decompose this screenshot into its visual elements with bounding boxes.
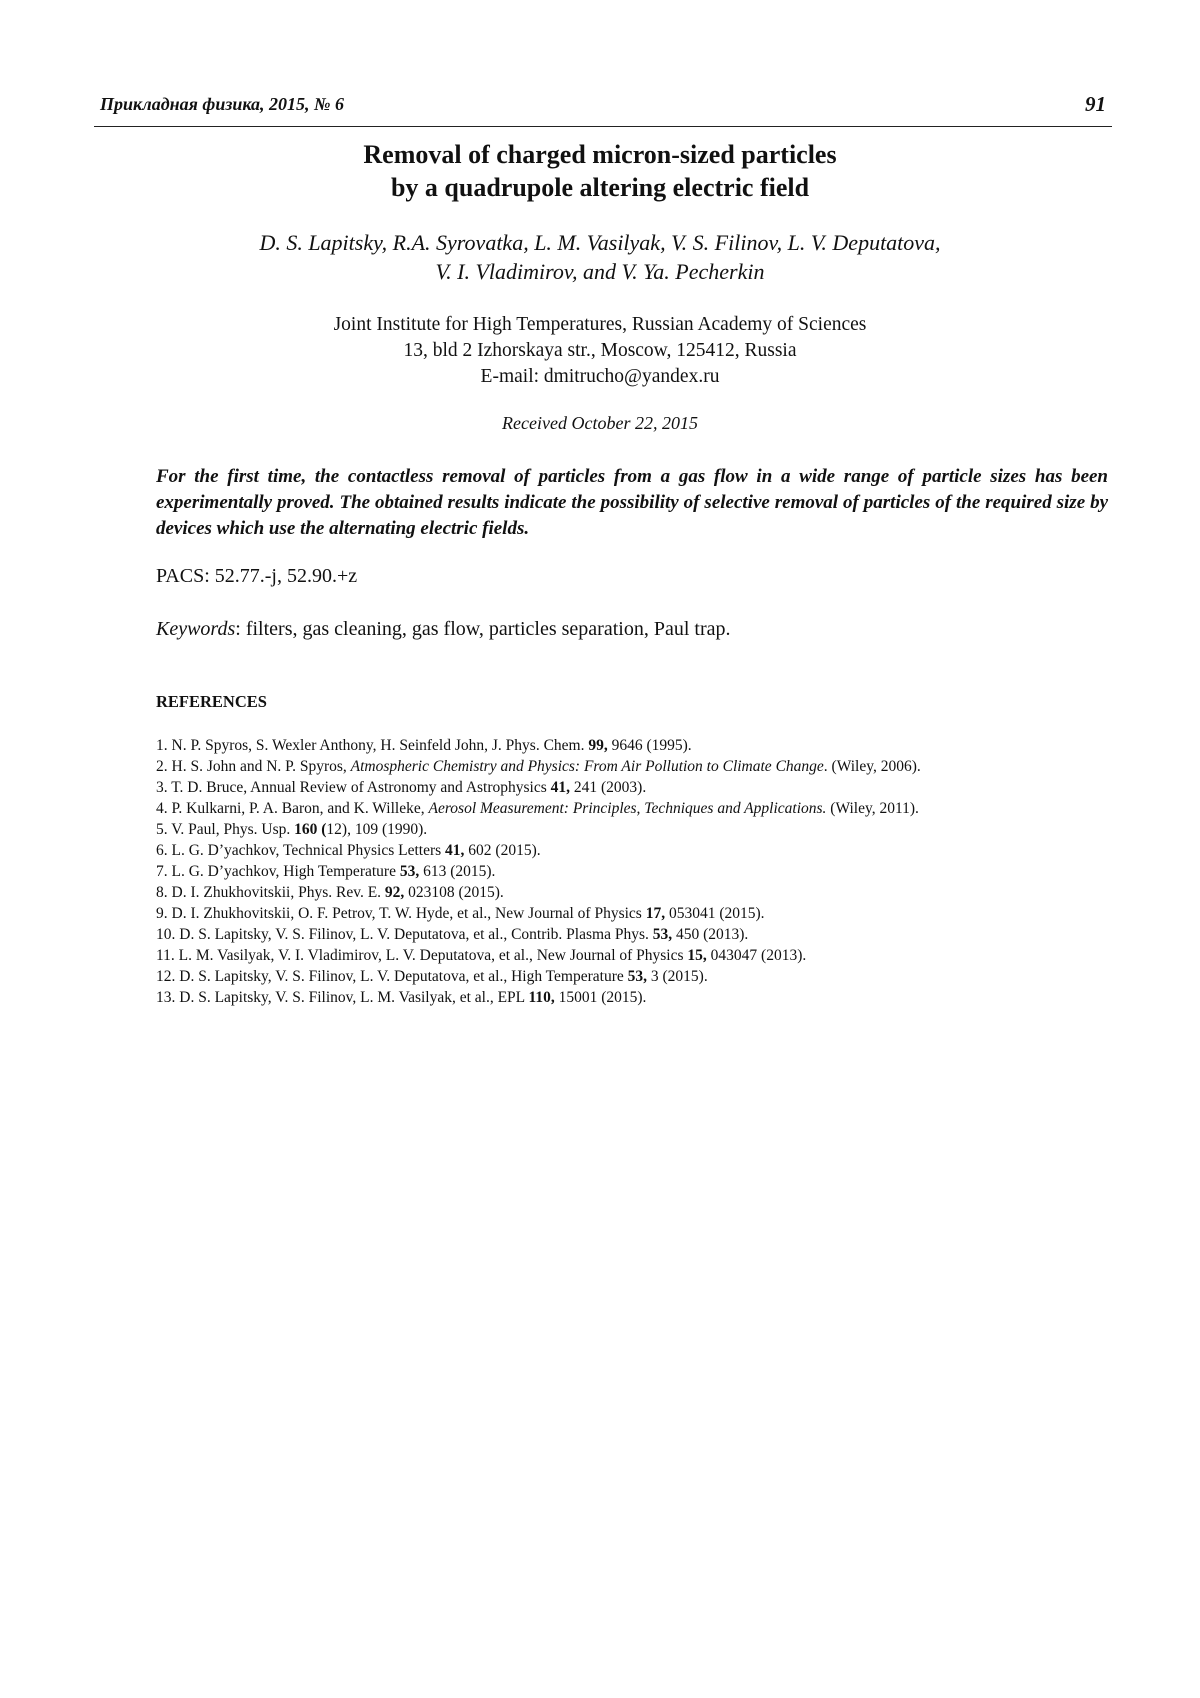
reference-item bbox=[156, 966, 1116, 987]
reference-post: 15001 (2015). bbox=[554, 989, 647, 1006]
reference-item bbox=[156, 798, 1116, 819]
reference-post: 602 (2015). bbox=[464, 842, 541, 859]
reference-item bbox=[156, 924, 1116, 945]
reference-item bbox=[156, 756, 1116, 777]
reference-pre: 3. T. D. Bruce, Annual Review of Astronomy and Astrophysics bbox=[156, 779, 551, 796]
journal-name: Прикладная физика, 2015, № 6 bbox=[100, 94, 345, 114]
reference-vol: 41, bbox=[445, 842, 465, 859]
reference-pre: 2. H. S. John and N. P. Spyros, bbox=[156, 758, 351, 775]
reference-post: 9646 (1995). bbox=[607, 737, 692, 754]
pacs-codes: PACS: 52.77.-j, 52.90.+z bbox=[156, 565, 358, 587]
reference-vol: 92, bbox=[384, 884, 405, 901]
references-heading: REFERENCES bbox=[156, 692, 267, 711]
running-head bbox=[94, 92, 1112, 127]
reference-post: 12), 109 (1990). bbox=[326, 821, 428, 838]
title-line-2: by a quadrupole altering electric field bbox=[390, 173, 810, 202]
reference-item bbox=[156, 819, 1116, 840]
reference-item bbox=[156, 777, 1116, 798]
reference-list bbox=[156, 735, 1116, 1008]
page-number: 91 bbox=[1085, 92, 1106, 116]
reference-item bbox=[156, 882, 1116, 903]
affiliation bbox=[0, 312, 1200, 390]
reference-post: 023108 (2015). bbox=[404, 884, 504, 901]
reference-post: 3 (2015). bbox=[647, 968, 708, 985]
keywords-label: Keywords bbox=[156, 618, 236, 640]
reference-ital: Aerosol Measurement: Principles, Techniques and Applications. bbox=[428, 800, 827, 817]
reference-pre: 5. V. Paul, Phys. Usp. bbox=[156, 821, 295, 838]
reference-pre: 9. D. I. Zhukhovitskii, O. F. Petrov, T. W. Hyde, et al., New Journal of Physics bbox=[156, 905, 646, 922]
author-list bbox=[0, 228, 1200, 286]
reference-item bbox=[156, 945, 1116, 966]
reference-post: 450 (2013). bbox=[672, 926, 749, 943]
reference-post: (Wiley, 2011). bbox=[826, 800, 919, 817]
reference-vol: 99, bbox=[588, 737, 608, 754]
received-date: Received October 22, 2015 bbox=[502, 413, 698, 433]
title-line-1: Removal of charged micron-sized particles bbox=[363, 140, 837, 169]
reference-pre: 13. D. S. Lapitsky, V. S. Filinov, L. M. Vasilyak, et al., EPL bbox=[156, 989, 529, 1006]
affiliation-line-1: Joint Institute for High Temperatures, Russian Academy of Sciences bbox=[333, 314, 867, 335]
keywords bbox=[156, 618, 730, 641]
reference-pre: 7. L. G. D’yachkov, High Temperature bbox=[156, 863, 400, 880]
affiliation-email: E-mail: dmitrucho@yandex.ru bbox=[480, 366, 720, 387]
reference-vol: 160 ( bbox=[294, 821, 327, 838]
keywords-text: : filters, gas cleaning, gas flow, particles separation, Paul trap. bbox=[235, 618, 731, 640]
reference-pre: 1. N. P. Spyros, S. Wexler Anthony, H. Seinfeld John, J. Phys. Chem. bbox=[156, 737, 589, 754]
reference-vol: 53, bbox=[399, 863, 420, 880]
reference-vol: 53, bbox=[627, 968, 648, 985]
reference-item bbox=[156, 861, 1116, 882]
reference-ital: Atmospheric Chemistry and Physics: From Air Pollution to Climate Change bbox=[350, 758, 824, 775]
reference-item bbox=[156, 987, 1116, 1008]
reference-vol: 17, bbox=[645, 905, 666, 922]
reference-pre: 6. L. G. D’yachkov, Technical Physics Letters bbox=[156, 842, 446, 859]
authors-line-2: V. I. Vladimirov, and V. Ya. Pecherkin bbox=[435, 259, 765, 284]
abstract: For the first time, the contactless removal of particles from a gas flow in a wide range of particle sizes has been experimentally proved. The obtained results indicate the possibility of selective removal of particles of the required size by devices which use the alternating electric fields. bbox=[156, 466, 1108, 539]
reference-post: 053041 (2015). bbox=[665, 905, 765, 922]
reference-post: 613 (2015). bbox=[419, 863, 496, 880]
reference-pre: 4. P. Kulkarni, P. A. Baron, and K. Willeke, bbox=[156, 800, 429, 817]
reference-pre: 8. D. I. Zhukhovitskii, Phys. Rev. E. bbox=[156, 884, 385, 901]
reference-vol: 41, bbox=[550, 779, 571, 796]
reference-pre: 12. D. S. Lapitsky, V. S. Filinov, L. V. Deputatova, et al., High Temperature bbox=[156, 968, 628, 985]
authors-line-1: D. S. Lapitsky, R.A. Syrovatka, L. M. Vasilyak, V. S. Filinov, L. V. Deputatova, bbox=[259, 230, 941, 255]
reference-item bbox=[156, 735, 1116, 756]
reference-pre: 11. L. M. Vasilyak, V. I. Vladimirov, L. V. Deputatova, et al., New Journal of Physics bbox=[156, 947, 688, 964]
article-title bbox=[0, 138, 1200, 204]
reference-item bbox=[156, 840, 1116, 861]
reference-vol: 53, bbox=[652, 926, 673, 943]
reference-post: 241 (2003). bbox=[570, 779, 647, 796]
reference-pre: 10. D. S. Lapitsky, V. S. Filinov, L. V. Deputatova, et al., Contrib. Plasma Phys. bbox=[156, 926, 653, 943]
reference-post: . (Wiley, 2006). bbox=[823, 758, 921, 775]
reference-vol: 110, bbox=[528, 989, 555, 1006]
reference-item bbox=[156, 903, 1116, 924]
reference-post: 043047 (2013). bbox=[706, 947, 807, 964]
affiliation-line-2: 13, bld 2 Izhorskaya str., Moscow, 125412, Russia bbox=[403, 340, 797, 361]
reference-vol: 15, bbox=[687, 947, 707, 964]
